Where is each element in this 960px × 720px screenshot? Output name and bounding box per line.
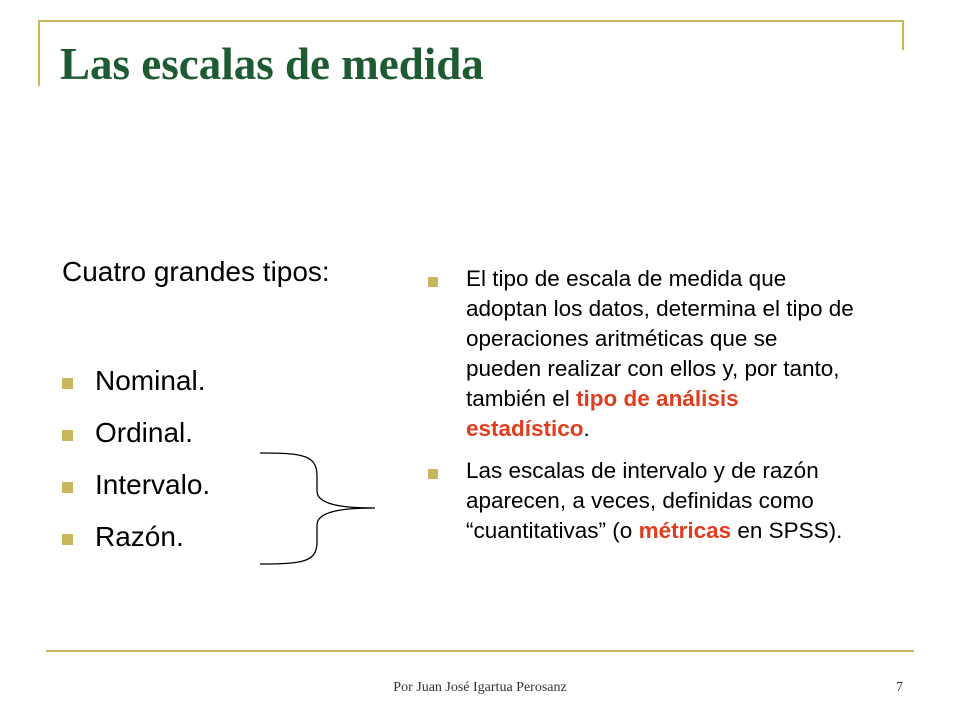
type-label: Nominal. (95, 365, 206, 396)
explanation-point (428, 456, 858, 546)
type-item-ordinal (62, 407, 210, 459)
highlighted-term: tipo de análisis estadístico (466, 386, 739, 441)
square-bullet-icon (62, 534, 73, 545)
slide-title: Las escalas de medida (60, 39, 484, 89)
explanation-list (428, 264, 858, 546)
frame-right-line (902, 20, 904, 50)
frame-top-line (38, 20, 904, 22)
type-item-razon (62, 511, 210, 563)
point-text: El tipo de escala de medida que adoptan los datos, determina el tipo de operaciones aritméticas que se pueden realizar con ellos y, por tanto, también el (466, 266, 854, 411)
frame-left-line (38, 20, 40, 86)
explanation-point (428, 264, 858, 444)
page-number: 7 (896, 680, 903, 695)
types-subtitle: Cuatro grandes tipos: (62, 256, 330, 287)
square-bullet-icon (428, 469, 438, 479)
point-text: Las escalas de intervalo y de razón aparecen, a veces, definidas como “cuantitativas” (o (466, 458, 819, 543)
square-bullet-icon (428, 277, 438, 287)
type-item-nominal (62, 355, 210, 407)
footer-divider (46, 650, 914, 652)
type-item-intervalo (62, 459, 210, 511)
type-label: Ordinal. (95, 417, 194, 448)
point-text-end: en SPSS). (731, 518, 843, 543)
square-bullet-icon (62, 430, 73, 441)
highlighted-term: métricas (638, 518, 732, 543)
types-column (62, 256, 330, 552)
type-label: Razón. (95, 521, 184, 552)
square-bullet-icon (62, 482, 73, 493)
types-list (62, 355, 210, 563)
curly-brace-icon (255, 450, 380, 568)
point-text-end: . (583, 416, 590, 441)
square-bullet-icon (62, 378, 73, 389)
type-label: Intervalo. (95, 469, 211, 500)
footer-author: Por Juan José Igartua Perosanz (393, 680, 567, 695)
